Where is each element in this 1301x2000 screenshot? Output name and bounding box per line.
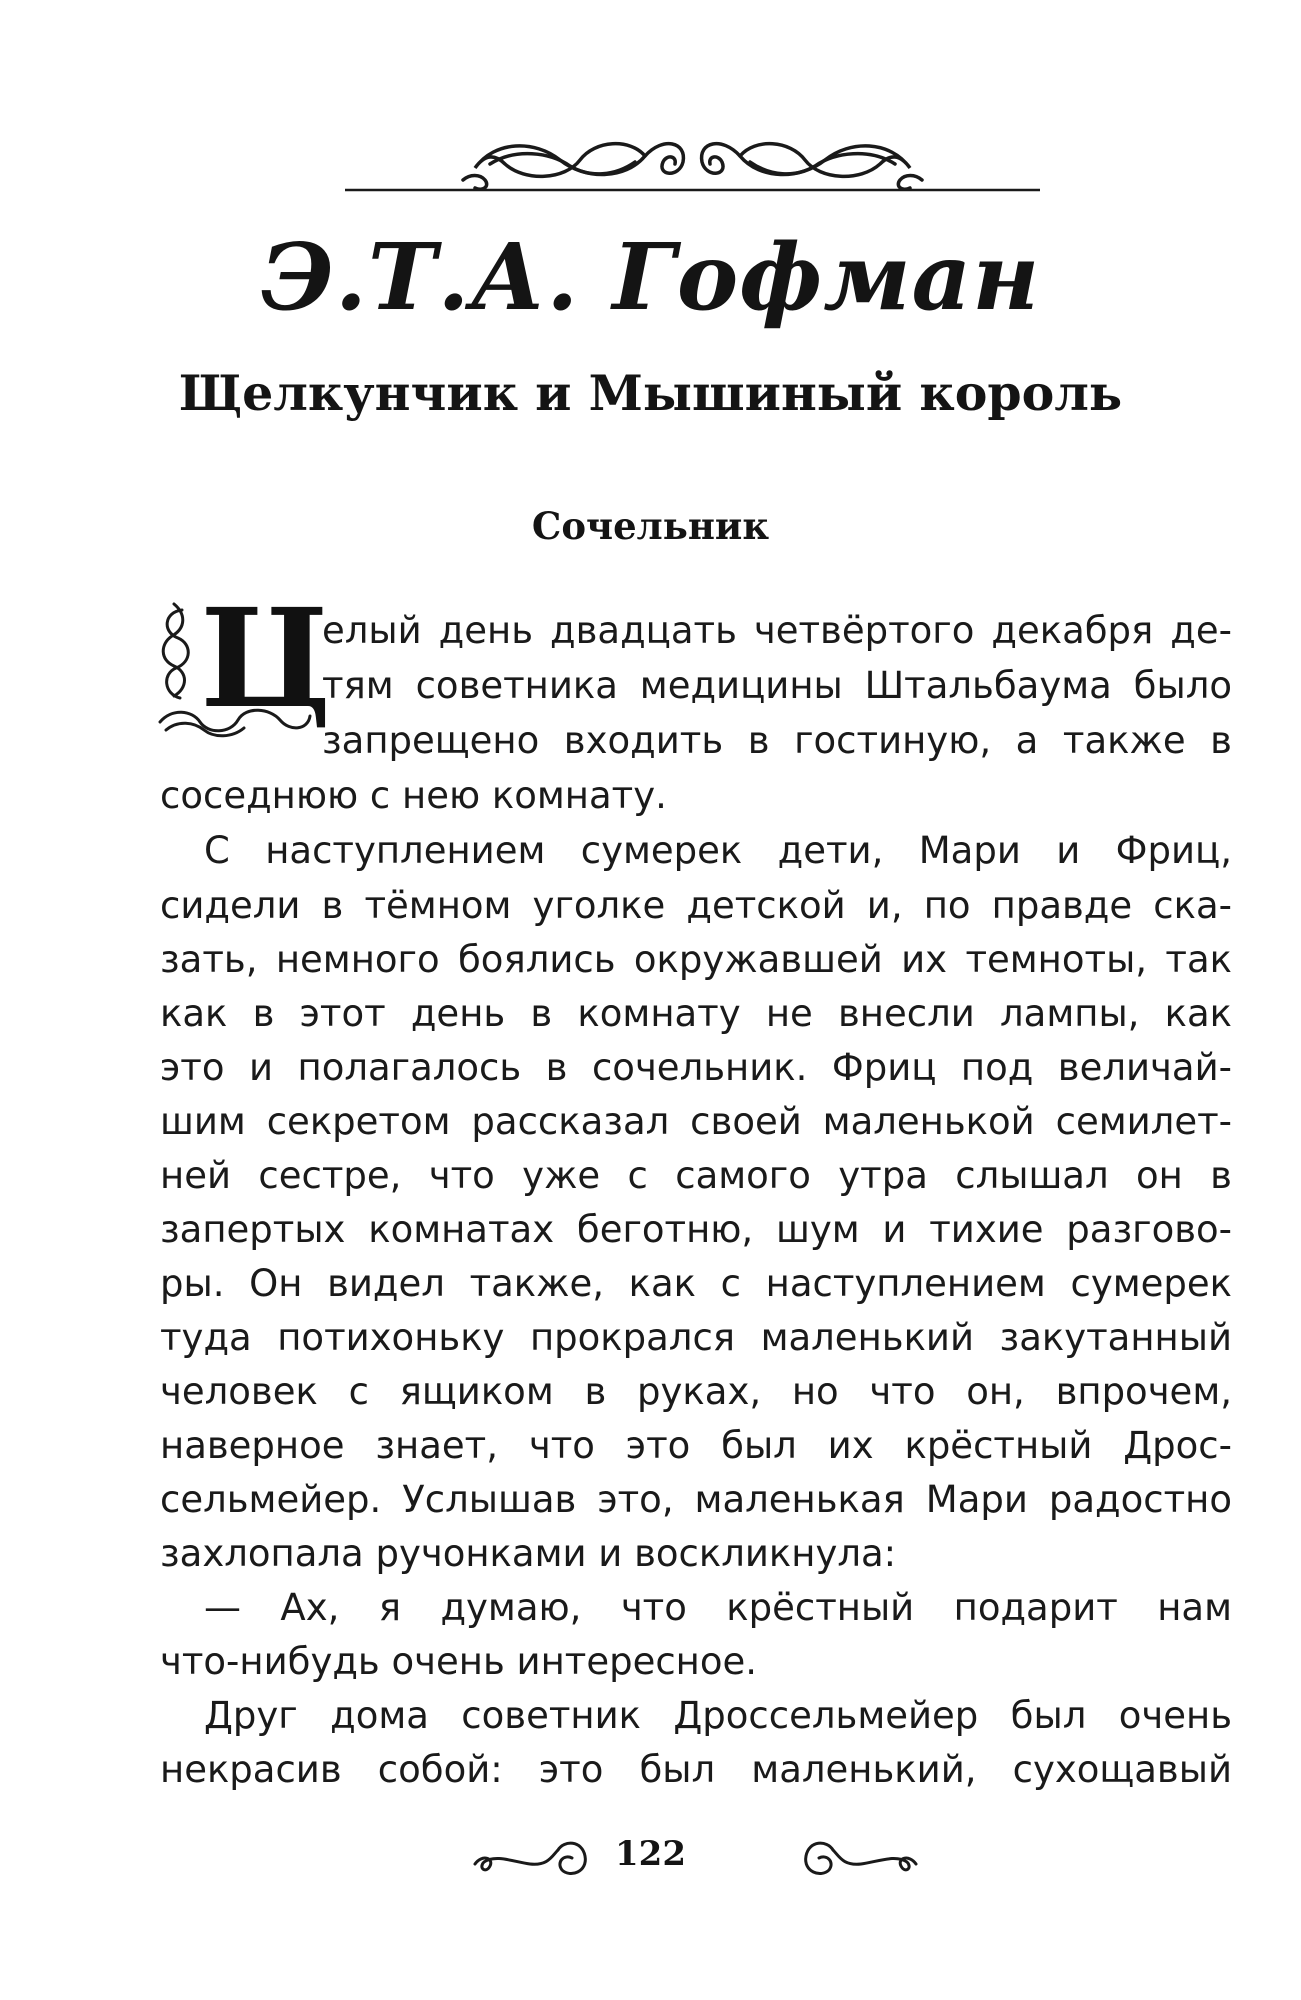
text-line: что-нибудь очень интересное. bbox=[160, 1640, 758, 1683]
text-line: елый день двадцать четвёртого декабря де- bbox=[322, 609, 1232, 652]
text-line: это и полагалось в сочельник. Фриц под величай- bbox=[160, 1046, 1232, 1089]
page-footer bbox=[0, 1820, 1301, 1910]
text-line: запрещено входить в гостиную, а также в bbox=[322, 719, 1232, 762]
text-line: тям советника медицины Штальбаума было bbox=[322, 664, 1232, 707]
text-line: некрасив собой: это был маленький, сухощавый bbox=[160, 1748, 1232, 1791]
text-line: Друг дома советник Дроссельмейер был очень bbox=[204, 1694, 1232, 1737]
text-line: шим секретом рассказал своей маленькой семилет- bbox=[160, 1100, 1232, 1143]
text-line: зать, немного боялись окружавшей их темноты, так bbox=[160, 938, 1232, 981]
chapter-title: Сочельник bbox=[531, 504, 770, 548]
text-line: захлопала ручонками и воскликнула: bbox=[160, 1532, 897, 1575]
header-flourish-ornament bbox=[345, 118, 1040, 208]
text-line: сельмейер. Услышав это, маленькая Мари радостно bbox=[160, 1478, 1232, 1521]
drop-cap-letter: Ц bbox=[200, 579, 332, 739]
text-line: ры. Он видел также, как с наступлением сумерек bbox=[160, 1262, 1232, 1305]
text-line: человек с ящиком в руках, но что он, впрочем, bbox=[160, 1370, 1232, 1413]
text-line: запертых комнатах беготню, шум и тихие разгово- bbox=[160, 1208, 1232, 1251]
text-line: ней сестре, что уже с самого утра слышал он в bbox=[160, 1154, 1232, 1197]
text-line: как в этот день в комнату не внесли лампы, как bbox=[160, 992, 1232, 1035]
footer-flourish-right bbox=[796, 1828, 921, 1884]
text-line: — Ах, я думаю, что крёстный подарит нам bbox=[204, 1586, 1232, 1629]
author-name: Э.Т.А. Гофман bbox=[260, 223, 1041, 331]
text-line: С наступлением сумерек дети, Мари и Фриц, bbox=[204, 829, 1232, 872]
text-line: сидели в тёмном уголке детской и, по правде ска- bbox=[160, 884, 1232, 927]
page-number: 122 bbox=[615, 1834, 686, 1874]
work-title: Щелкунчик и Мышиный король bbox=[178, 364, 1123, 422]
text-line: наверное знает, что это был их крёстный Дрос- bbox=[160, 1424, 1232, 1467]
text-line: соседнюю с нею комнату. bbox=[160, 774, 667, 817]
text-line: туда потихоньку прокрался маленький закутанный bbox=[160, 1316, 1232, 1359]
drop-cap bbox=[152, 579, 332, 746]
